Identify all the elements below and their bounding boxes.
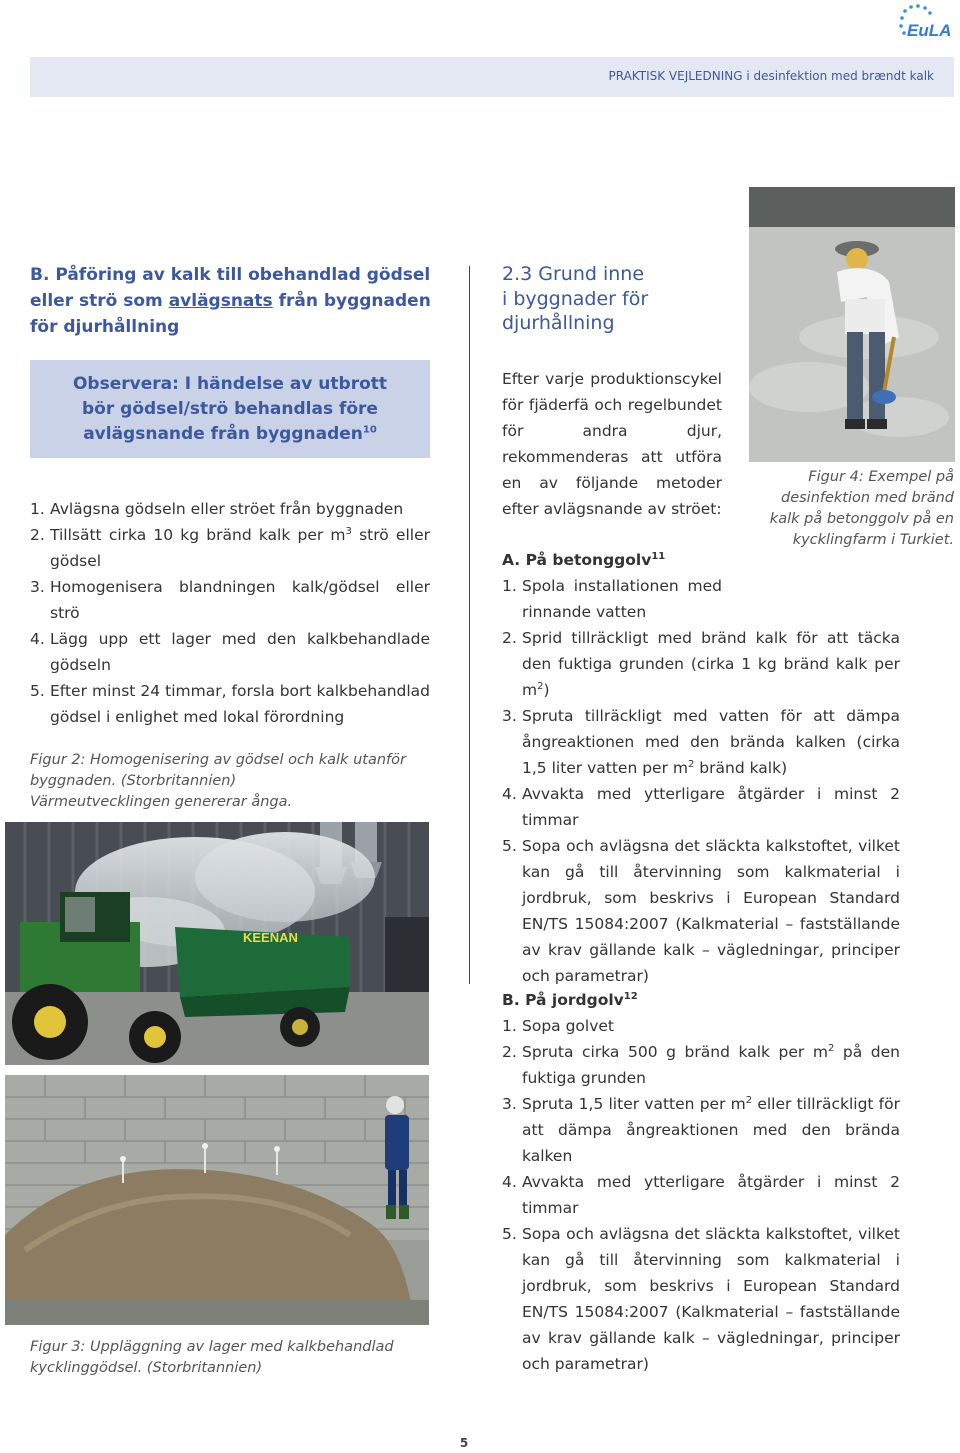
header-band [30,57,954,97]
list-item [502,625,900,703]
list-item [30,678,430,730]
list-item [30,574,430,626]
subheading-text: A. På betonggolv [502,551,652,569]
figure-4-photo [749,187,955,462]
header-title: PRAKTISK VEJLEDNING i desinfektion med brændt kalk [608,69,934,83]
step-text: Spola installationen med rinnande vatten [522,577,722,621]
list-item [30,522,430,574]
observation-note-text [30,372,430,447]
step-text-part: Sprid tillräckligt med bränd kalk för att täcka den fuktiga grunden (cirka 1 kg bränd kalk per m [522,629,900,699]
subheading-text: B. På jordgolv [502,991,624,1009]
step-text: Avlägsna gödseln eller ströet från byggnaden [50,500,404,518]
left-steps-list [30,496,430,730]
note-line-2: bör gödsel/strö behandlas före [82,399,378,419]
step-text: Sopa och avlägsna det släckta kalkstoftet, vilket kan gå till återvinning som kalkmaterial i jordbruk, som beskrivs i European Standard EN/TS 15084:2007 (Kalkmaterial – fastställande av krav gällande kalk – vägledningar, principer och parametrar) [522,837,900,985]
superscript: 2 [827,1042,835,1054]
figure-2-photo [5,822,429,1065]
figure-4-caption [760,467,954,551]
column-divider [469,266,470,984]
step-text-part: strö eller gödsel [50,526,430,570]
caption-line: Figur 3: Uppläggning av lager med kalkbehandlad [30,1339,394,1355]
caption-line: Figur 2: Homogenisering av gödsel och kalk utanför [30,752,406,768]
step-text: Homogenisera blandningen kalk/gödsel eller strö [50,578,430,622]
step-number: 1. [30,500,45,518]
note-line-3 [30,422,430,447]
figure-3-caption [30,1337,430,1379]
superscript: 2 [688,758,695,770]
step-number: 5. [30,682,45,700]
note-line-1: Observera: I händelse av utbrott [72,374,388,394]
section-b-suffix: från byggnaden för djurhållning [30,291,431,337]
step-text: Avvakta med ytterligare åtgärder i minst 2 timmar [522,785,900,829]
list-item [502,1091,900,1169]
step-text [522,1091,900,1169]
list-item [502,1169,900,1221]
step-number: 2. [502,629,517,647]
caption-line: Värmeutvecklingen genererar ånga. [30,794,293,810]
caption-line: desinfektion med bränd [780,490,954,506]
step-text [522,1039,900,1091]
superscript: 3 [345,525,352,537]
step-number: 2. [502,1043,517,1061]
list-item [502,1013,900,1039]
heading-line: djurhållning [502,312,615,334]
list-item [30,626,430,678]
logo-text: EuLA [907,21,952,40]
caption-line: kycklingfarm i Turkiet. [792,532,954,548]
eula-logo [890,2,956,42]
step-number: 1. [502,577,517,595]
tractor-label: KEENAN [243,930,298,945]
step-text-part: Spruta cirka 500 g bränd kalk per m [522,1043,828,1061]
subheading-concrete-floor [502,547,665,573]
page-number: 5 [459,1436,469,1450]
superscript: 2 [537,680,544,692]
step-number: 3. [502,1095,517,1113]
step-number: 1. [502,1017,517,1035]
footnote-ref: 12 [623,990,638,1002]
caption-line: kalk på betonggolv på en [769,511,954,527]
intro-paragraph: Efter varje produktionscykel för fjäderfä och regelbundet för andra djur, rekommenderas att utföra en av följande metoder efter avlägsnande av ströet: [502,370,722,518]
concrete-steps-list [502,625,900,989]
note-line-3-text: avlägsnande från byggnaden [83,424,363,444]
list-item [502,781,900,833]
step-text-part: Spruta tillräckligt med vatten för att dämpa ångreaktionen med den brända kalken (cirka 1,5 liter vatten per m [522,707,900,777]
step-number: 2. [30,526,45,544]
section-2-3-heading [502,262,732,336]
step-text: Avvakta med ytterligare åtgärder i minst 2 timmar [522,1173,900,1217]
footnote-ref: 11 [651,550,666,562]
list-item [502,833,900,989]
concrete-steps-list-start [502,573,722,625]
step-number: 4. [502,785,517,803]
step-number: 5. [502,837,517,855]
step-text: Efter minst 24 timmar, forsla bort kalkbehandlad gödsel i enlighet med lokal förordning [50,682,430,726]
heading-line: 2.3 Grund inne [502,263,645,285]
caption-line: Figur 4: Exempel på [808,469,954,485]
step-text: Sopa golvet [522,1017,615,1035]
list-item [502,1039,900,1091]
list-item [502,1221,900,1377]
step-text [522,703,900,781]
earth-floor-steps-list [502,1013,900,1377]
section-b-heading [30,262,440,340]
list-item [502,703,900,781]
step-number: 4. [30,630,45,648]
figure-3-photo [5,1075,429,1325]
section-b-prefix: B. Påföring av kalk till obehandlad gödsel eller strö som [30,265,431,311]
step-text-part: ) [543,681,550,699]
step-text-part: på den fuktiga grunden [522,1043,900,1087]
list-item [502,573,722,625]
list-item [30,496,430,522]
section-b-underlined: avlägsnats [168,291,273,311]
superscript: 2 [745,1094,753,1106]
step-text: Lägg upp ett lager med den kalkbehandlade gödseln [50,630,430,674]
figure-2-caption [30,750,430,813]
step-text-part: eller tillräckligt för att dämpa ångreaktionen med den brända kalken [522,1095,900,1165]
step-number: 4. [502,1173,517,1191]
step-text [522,625,900,703]
subheading-earth-floor [502,987,638,1013]
step-text: Sopa och avlägsna det släckta kalkstoftet, vilket kan gå till återvinning som kalkmaterial i jordbruk, som beskrivs i European Standard EN/TS 15084:2007 (Kalkmaterial – fastställande av krav gällande kalk – vägledningar, principer och parametrar) [522,1225,900,1373]
caption-line: byggnaden. (Storbritannien) [30,773,237,789]
step-text-part: Tillsätt cirka 10 kg bränd kalk per m [50,526,346,544]
heading-line: i byggnader för [502,287,649,310]
observation-note-box [30,360,430,458]
step-number: 3. [502,707,517,725]
step-text-part: Spruta 1,5 liter vatten per m [522,1095,746,1113]
step-number: 3. [30,578,45,596]
step-text-part: bränd kalk) [694,759,788,777]
caption-line: kycklinggödsel. (Storbritannien) [30,1360,263,1376]
note-footnote-ref: 10 [362,424,377,436]
step-text [50,522,430,574]
step-number: 5. [502,1225,517,1243]
